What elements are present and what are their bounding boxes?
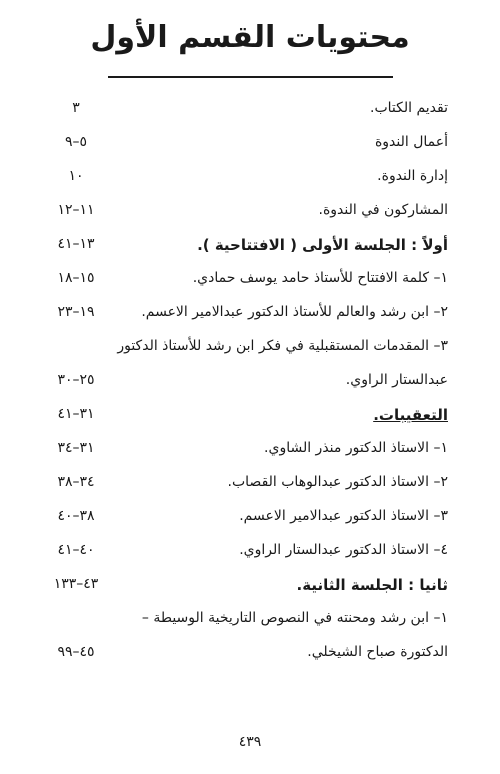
- toc-entry-label: ١– ابن رشد ومحنته في النصوص التاريخية الوسيطة –: [141, 610, 448, 626]
- toc-row: [0, 230, 500, 264]
- toc-entry-label: تقديم الكتاب.: [370, 100, 448, 116]
- toc-row: [0, 570, 500, 604]
- toc-entry-label: ٣– المقدمات المستقبلية في فكر ابن رشد للأستاذ الدكتور: [117, 338, 448, 354]
- page-title: محتويات القسم الأول: [90, 20, 410, 55]
- toc-page-number: ١٠: [68, 168, 84, 184]
- toc-row: [0, 434, 500, 468]
- toc-page-number: ٣٨–٤٠: [57, 508, 95, 524]
- toc-entry-label: ٣– الاستاذ الدكتور عبدالامير الاعسم.: [239, 508, 448, 524]
- toc-entry-label: ٢– ابن رشد والعالم للأستاذ الدكتور عبدالامير الاعسم.: [141, 304, 448, 320]
- toc-page-number: ١٥–١٨: [57, 270, 95, 286]
- table-of-contents: [0, 94, 500, 672]
- toc-row: [0, 128, 500, 162]
- toc-row: [0, 162, 500, 196]
- toc-entry-label: أعمال الندوة: [374, 134, 448, 150]
- toc-row: [0, 502, 500, 536]
- toc-page-number: ٤٥–٩٩: [57, 644, 95, 660]
- toc-section-heading: أولاً : الجلسة الأولى ( الافتتاحية ).: [197, 236, 448, 254]
- toc-entry-label: الدكتورة صباح الشيخلي.: [307, 644, 448, 660]
- toc-entry-label: ٢– الاستاذ الدكتور عبدالوهاب القصاب.: [227, 474, 448, 490]
- toc-row: [0, 332, 500, 366]
- toc-page-number: ٣: [72, 100, 80, 116]
- toc-page-number: ٥–٩: [64, 134, 88, 150]
- toc-row: [0, 638, 500, 672]
- toc-page-number: ١٣–٤١: [57, 236, 95, 252]
- toc-row: [0, 366, 500, 400]
- page-number-footer: ٤٣٩: [238, 734, 262, 750]
- toc-row: [0, 400, 500, 434]
- toc-entry-label: عبدالستار الراوي.: [345, 372, 448, 388]
- toc-page-number: ١٩–٢٣: [57, 304, 95, 320]
- toc-page-number: ٣١–٤١: [57, 406, 95, 422]
- toc-section-heading: التعقيبات.: [373, 406, 448, 424]
- toc-entry-label: إدارة الندوة.: [377, 168, 448, 184]
- toc-row: [0, 298, 500, 332]
- toc-entry-label: ٤– الاستاذ الدكتور عبدالستار الراوي.: [239, 542, 448, 558]
- toc-row: [0, 264, 500, 298]
- toc-page-number: ١١–١٢: [57, 202, 95, 218]
- toc-page-number: ٢٥–٣٠: [57, 372, 95, 388]
- toc-row: [0, 196, 500, 230]
- toc-row: [0, 94, 500, 128]
- toc-entry-label: ١– الاستاذ الدكتور منذر الشاوي.: [264, 440, 448, 456]
- toc-page-number: ٣٤–٣٨: [57, 474, 95, 490]
- toc-entry-label: ١– كلمة الافتتاح للأستاذ حامد يوسف حمادي.: [192, 270, 448, 286]
- toc-page-number: ٤٣–١٣٣: [53, 576, 99, 592]
- toc-page-number: ٣١–٣٤: [57, 440, 95, 456]
- toc-section-heading: ثانيا : الجلسة الثانية.: [296, 576, 448, 594]
- toc-row: [0, 536, 500, 570]
- toc-row: [0, 604, 500, 638]
- toc-row: [0, 468, 500, 502]
- toc-entry-label: المشاركون في الندوة.: [318, 202, 448, 218]
- toc-page-number: ٤٠–٤١: [57, 542, 95, 558]
- title-underline: [108, 76, 393, 78]
